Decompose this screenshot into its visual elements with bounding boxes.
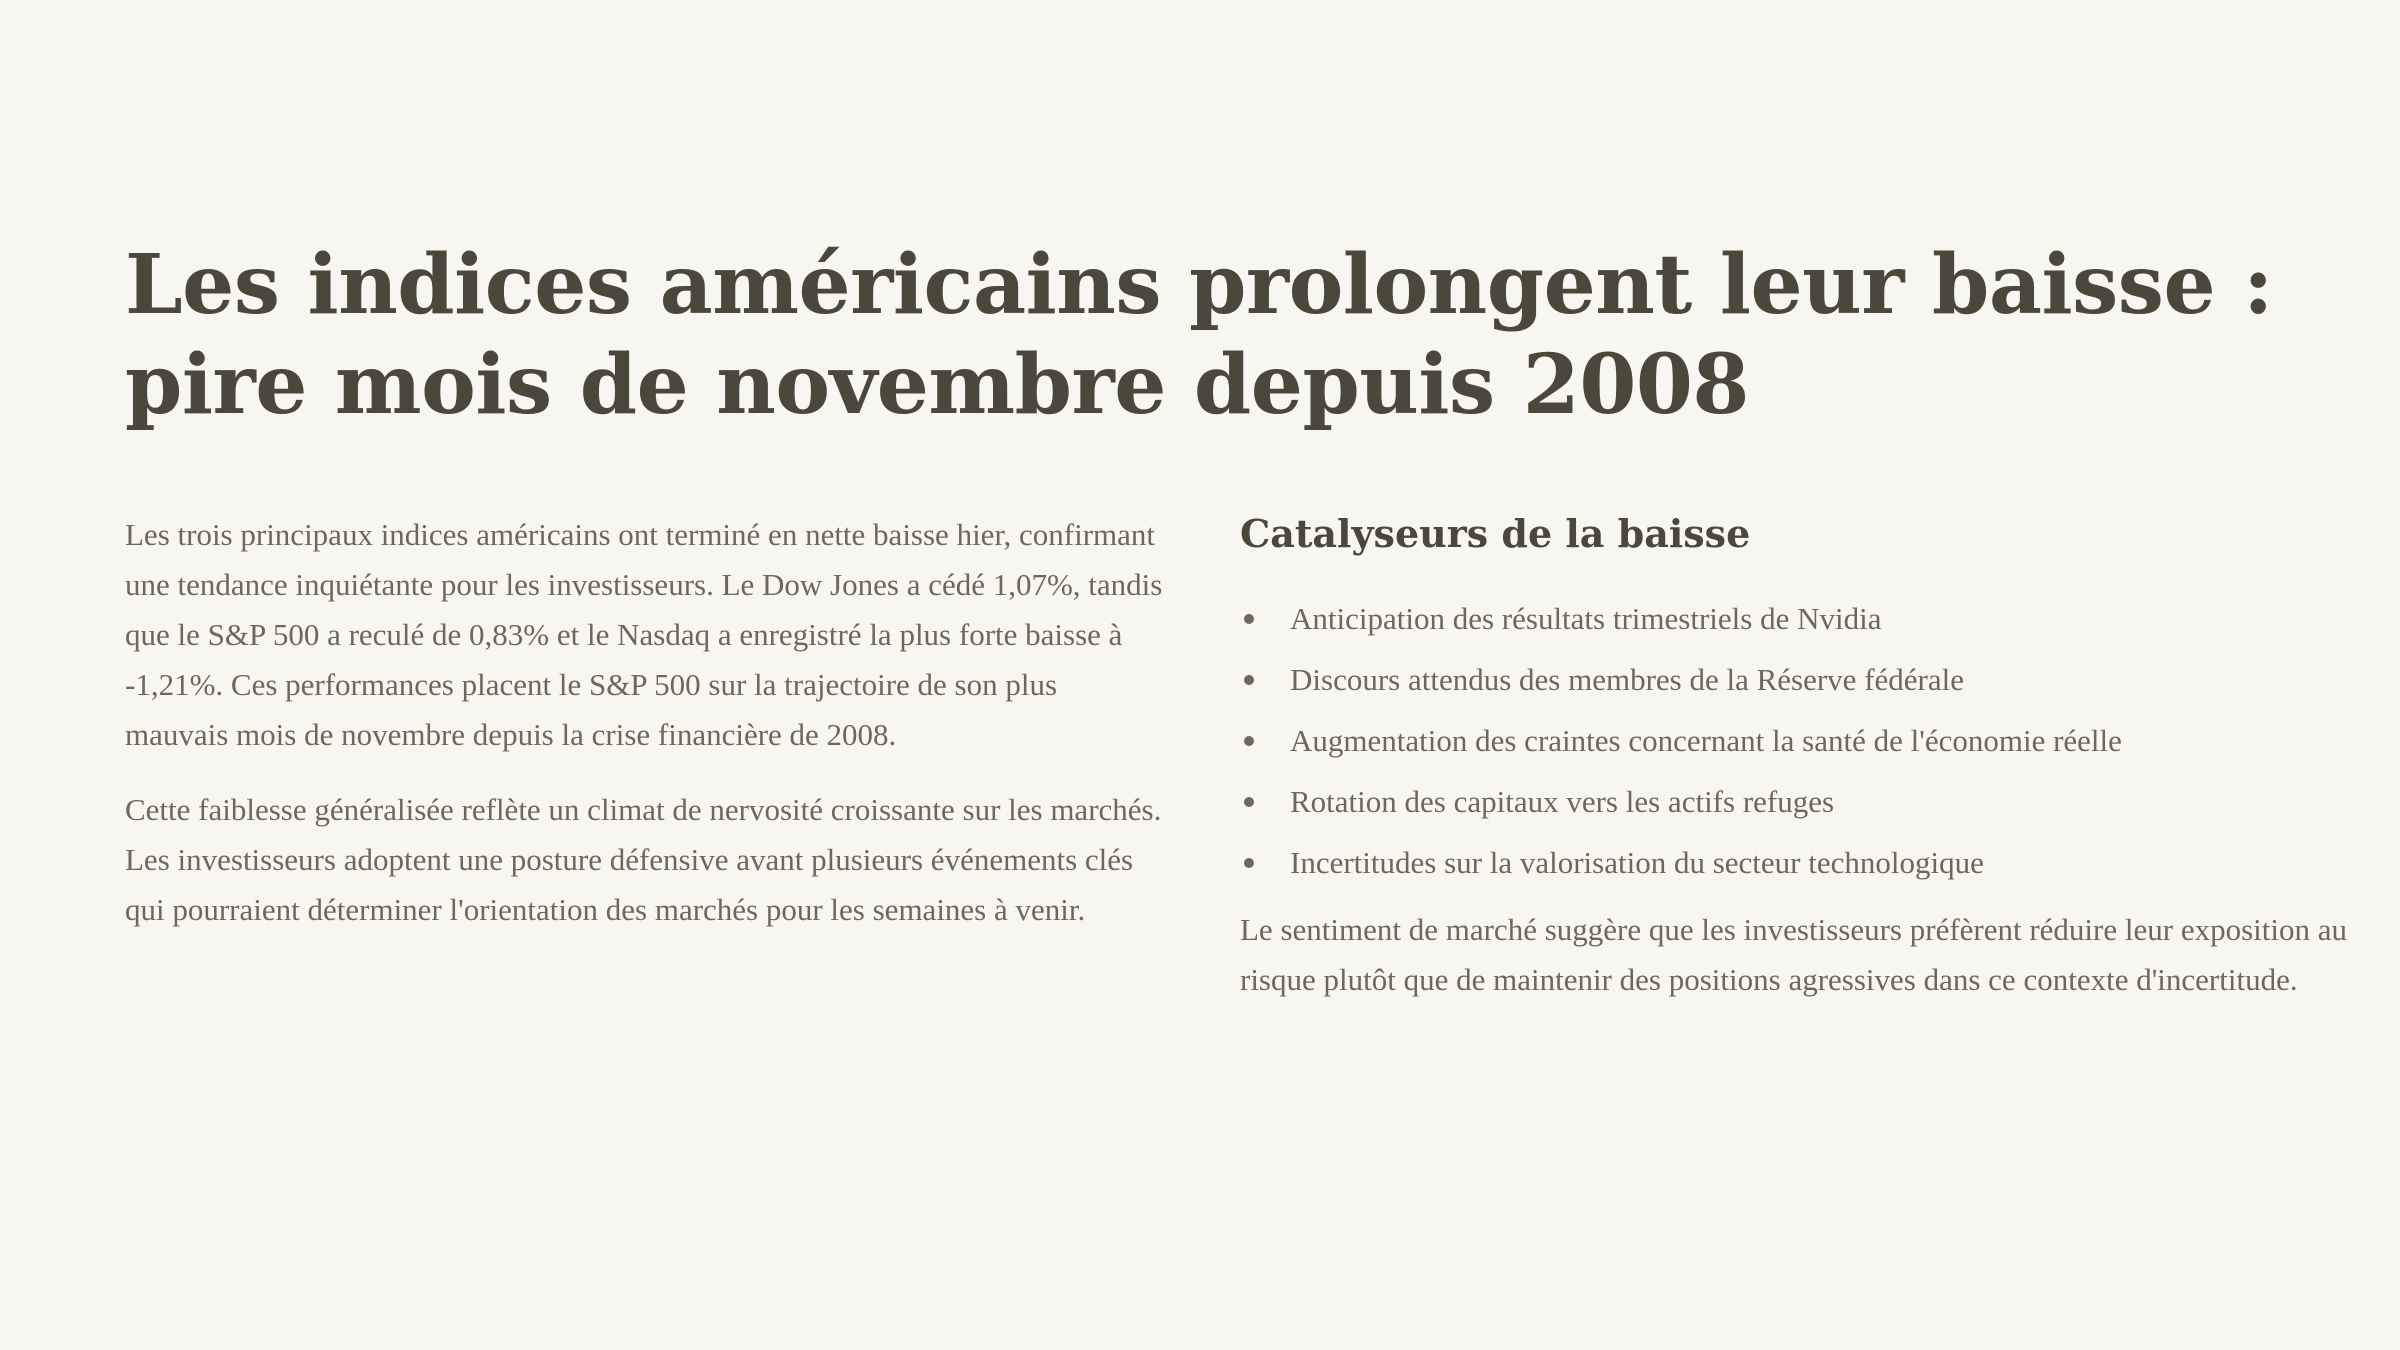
context-paragraph: Cette faiblesse généralisée reflète un climat de nervosité croissante sur les marchés. Les investisseurs adoptent une posture défensive avant plusieurs événements clés qui pourraient déterminer l'orientation des marchés pour les semaines à venir. <box>125 792 1162 927</box>
list-item <box>1240 588 2380 649</box>
list-item-label: Incertitudes sur la valorisation du secteur technologique <box>1290 845 1984 880</box>
bullet-icon <box>1244 736 1254 746</box>
bullet-icon <box>1244 797 1254 807</box>
catalysts-heading: Catalyseurs de la baisse <box>1240 511 1751 556</box>
slide <box>125 235 2347 997</box>
list-item <box>1240 710 2380 771</box>
list-item-label: Augmentation des craintes concernant la santé de l'économie réelle <box>1290 723 2122 758</box>
intro-paragraph: Les trois principaux indices américains ont terminé en nette baisse hier, confirmant une tendance inquiétante pour les investisseurs. Le Dow Jones a cédé 1,07%, tandis que le S&P 500 a reculé de 0,83% et le Nasdaq a enregistré la plus forte baisse à -1,21%. Ces performances placent le S&P 500 sur la trajectoire de son plus mauvais mois de novembre depuis la crise financière de 2008. <box>125 517 1163 752</box>
catalysts-list <box>1240 588 2380 893</box>
list-item <box>1240 771 2380 832</box>
list-item-label: Anticipation des résultats trimestriels de Nvidia <box>1290 601 1882 636</box>
article-title: Les indices américains prolongent leur baisse : pire mois de novembre depuis 2008 <box>125 237 2273 433</box>
list-item <box>1240 832 2380 893</box>
left-column <box>125 510 1165 960</box>
list-item-label: Rotation des capitaux vers les actifs refuges <box>1290 784 1835 819</box>
bullet-icon <box>1244 675 1254 685</box>
list-item-label: Discours attendus des membres de la Réserve fédérale <box>1290 662 1964 697</box>
closing-paragraph: Le sentiment de marché suggère que les investisseurs préfèrent réduire leur exposition au risque plutôt que de maintenir des positions agressives dans ce contexte d'incertitude. <box>1240 912 2347 997</box>
bullet-icon <box>1244 614 1254 624</box>
right-column <box>1240 510 2380 1030</box>
bullet-icon <box>1244 858 1254 868</box>
list-item <box>1240 649 2380 710</box>
